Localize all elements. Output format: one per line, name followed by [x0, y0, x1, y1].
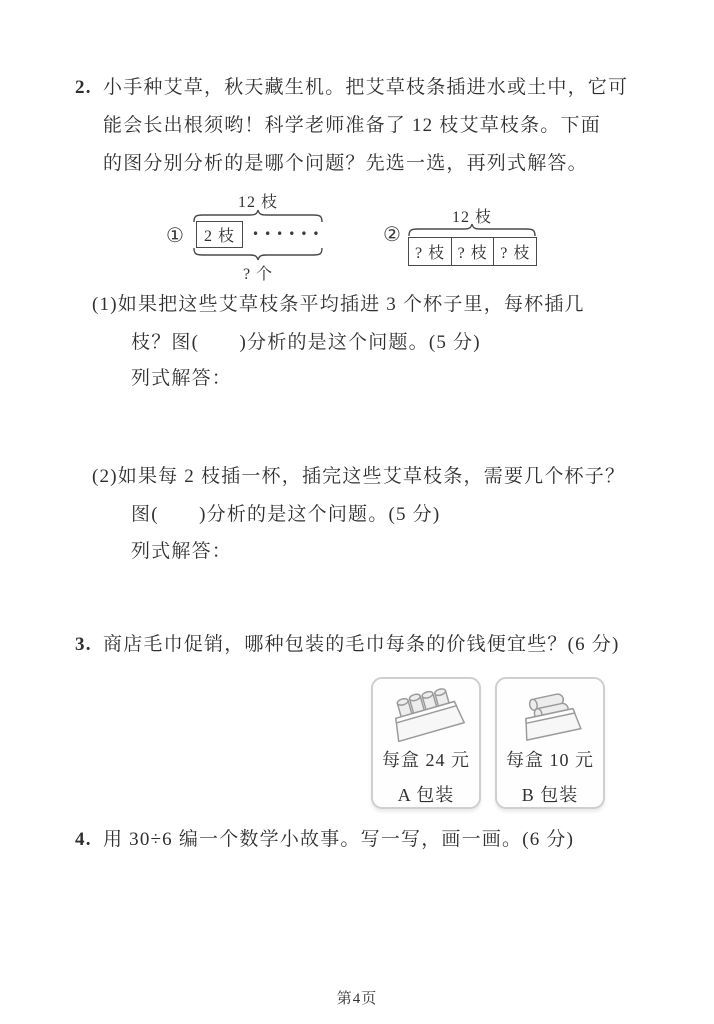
question-2-part-2-answer-prompt: 列式解答： [131, 541, 233, 562]
question-4-text: 用 30÷6 编一个数学小故事。写一写，画一画。(6 分) [103, 829, 575, 850]
question-3-number: 3. [75, 634, 92, 655]
diagram-2-overbrace [408, 223, 536, 237]
question-2-part-1-answer-prompt: 列式解答： [131, 368, 233, 389]
package-b-price: 每盒 10 元 [506, 750, 594, 770]
question-2-part-1-line-2: 枝？图( )分析的是这个问题。(5 分) [131, 332, 481, 353]
diagram-1-ellipsis-dots: •••••• [252, 227, 325, 241]
question-2-part-2-line-2: 图( )分析的是这个问题。(5 分) [131, 504, 441, 525]
diagram-1-circled-number: ① [166, 225, 184, 247]
diagram-2-cell-1: ? 枝 [408, 237, 452, 266]
diagram-2-cell-row [408, 237, 537, 266]
package-a-label: A 包装 [397, 785, 455, 805]
diagram-1-question-label: ? 个 [242, 266, 274, 283]
package-b-label: B 包装 [521, 785, 579, 805]
question-2-text-line-3: 的图分别分析的是哪个问题？先选一选，再列式解答。 [103, 153, 588, 174]
diagram-2-cell-3: ? 枝 [493, 237, 537, 266]
question-4-number: 4. [75, 829, 92, 850]
diagram-2-total-label: 12 枝 [451, 209, 492, 226]
question-2-number: 2. [75, 77, 92, 98]
towel-box-4-rolls-art [384, 685, 468, 744]
question-2-part-1-line-1: (1)如果把这些艾草枝条平均插进 3 个杯子里，每杯插几 [92, 294, 585, 315]
question-3-text: 商店毛巾促销，哪种包装的毛巾每条的价钱便宜些？(6 分) [103, 634, 620, 655]
diagram-1-total-label: 12 枝 [237, 194, 278, 211]
diagram-1-value-box: 2 枝 [196, 221, 243, 248]
towel-box-2-rolls-art [508, 685, 592, 744]
package-a-price: 每盒 24 元 [382, 750, 470, 770]
diagram-2-cell-2: ? 枝 [451, 237, 495, 266]
package-b-card [495, 677, 605, 809]
question-2-part-2-line-1: (2)如果每 2 枝插一杯，插完这些艾草枝条，需要几个杯子？ [92, 466, 626, 487]
question-2-text-line-1: 小手种艾草，秋天藏生机。把艾草枝条插进水或土中，它可 [103, 77, 629, 98]
page-number-footer: 第4页 [336, 991, 378, 1007]
question-2-text-line-2: 能会长出根须哟！科学老师准备了 12 枝艾草枝条。下面 [103, 115, 601, 136]
package-a-card [371, 677, 481, 809]
diagram-1-underbrace [193, 247, 323, 261]
diagram-2-circled-number: ② [383, 224, 401, 246]
